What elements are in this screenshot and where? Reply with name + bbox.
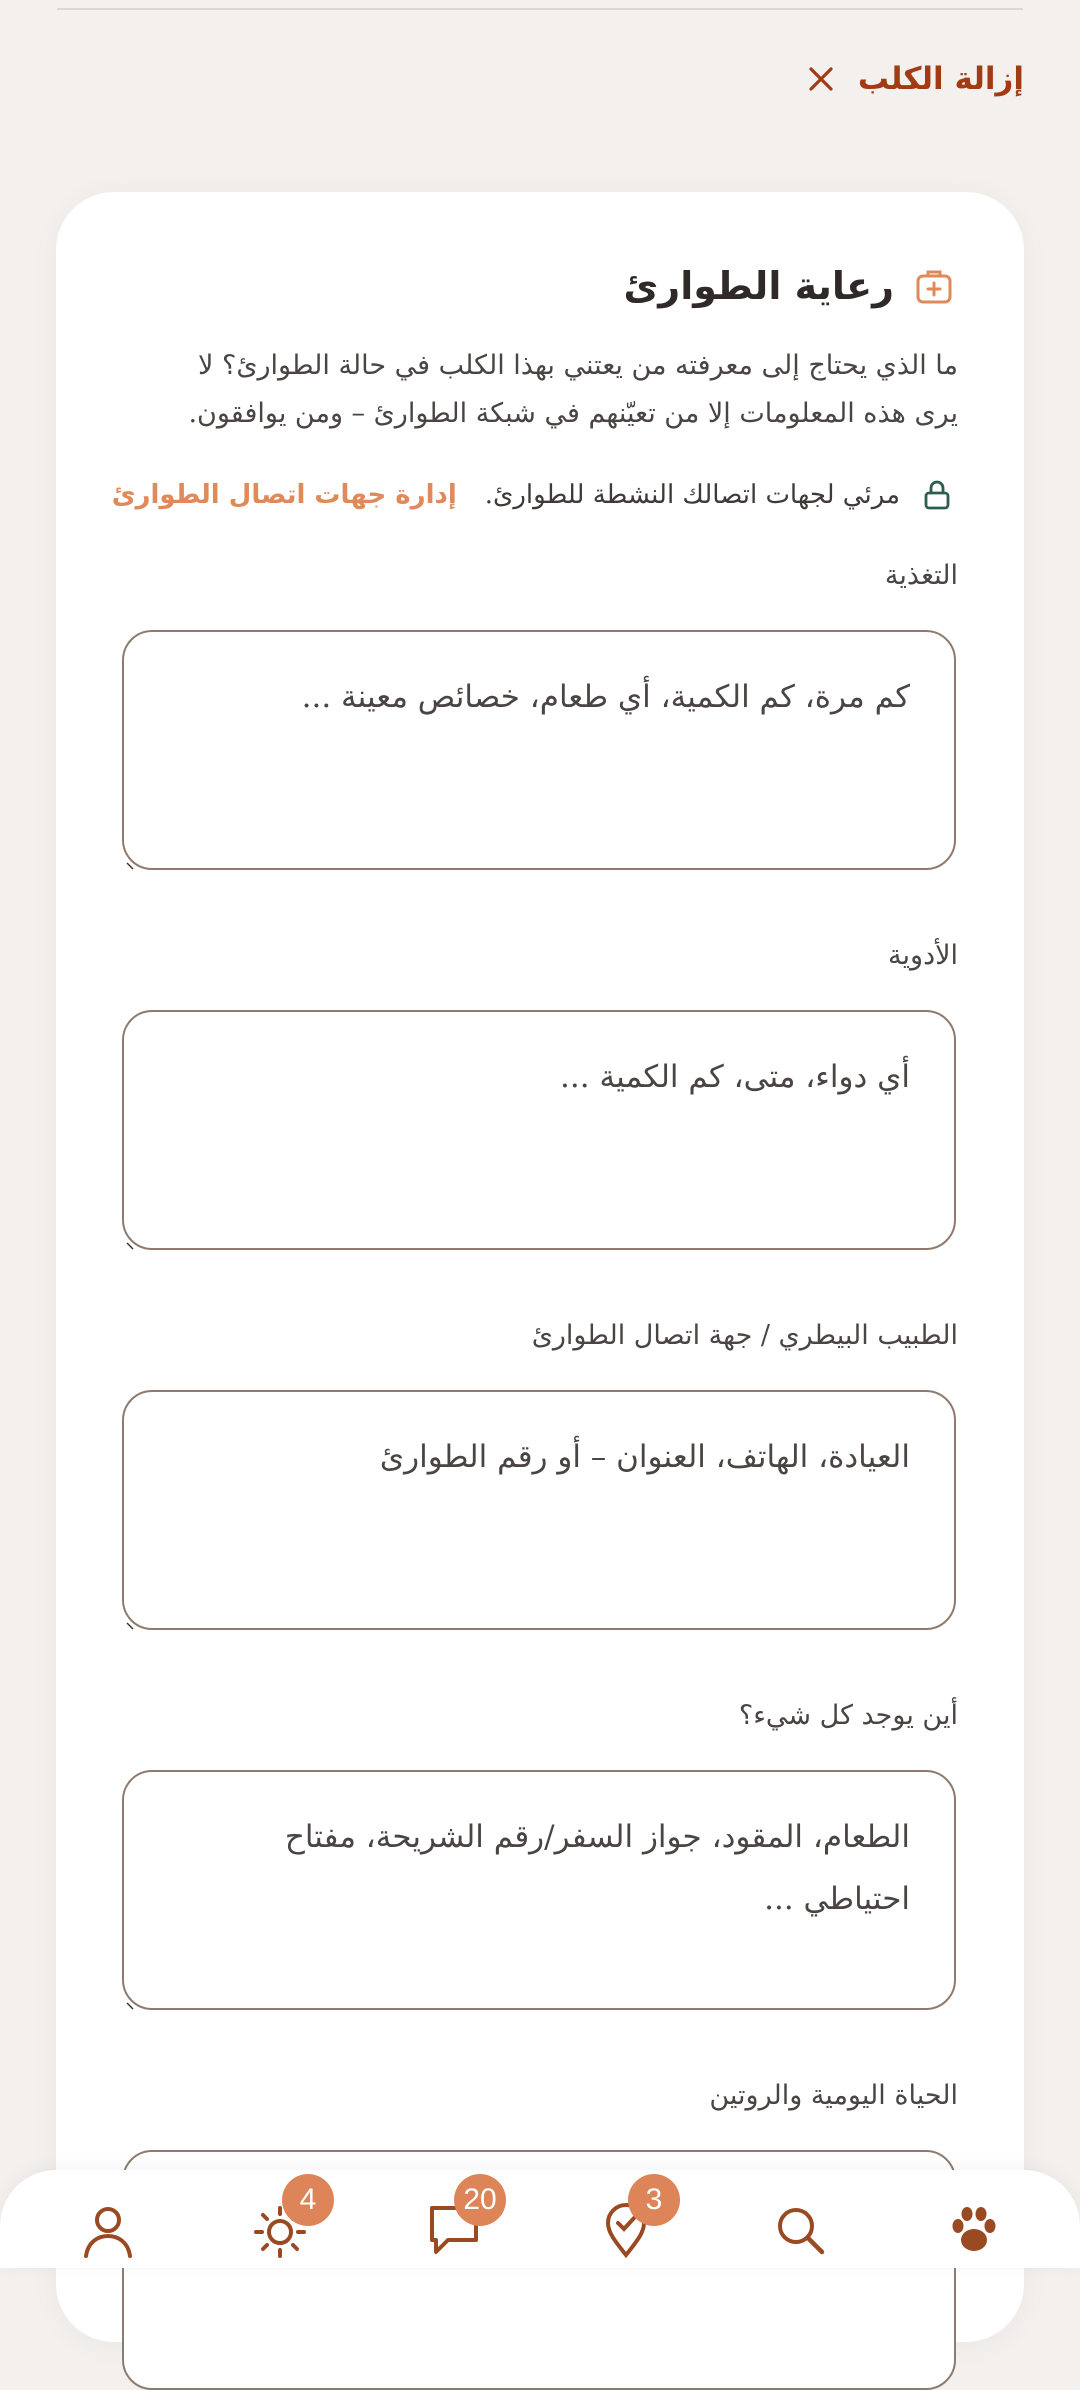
remove-dog-label: إزالة الكلب [857,61,1024,97]
nav-profile[interactable] [78,2200,138,2260]
resize-handle-icon[interactable] [126,1620,136,1630]
vet-contact-textarea[interactable] [122,1390,956,1630]
messages-badge: 20 [454,2174,506,2226]
field-label-vet: الطبيب البيطري / جهة اتصال الطوارئ [531,1320,958,1351]
resize-handle-icon[interactable] [126,860,136,870]
field-label-medications: الأدوية [888,940,958,971]
field-label-daily-routine: الحياة اليومية والروتين [709,2080,958,2111]
top-divider [57,8,1023,10]
vet-contact-placeholder: العيادة، الهاتف، العنوان – أو رقم الطوارئ [379,1439,910,1475]
medical-kit-icon [914,266,954,306]
visibility-notice [112,470,954,520]
nav-places[interactable] [596,2183,663,2260]
section-title-text: رعاية الطوارئ [623,264,894,308]
paw-icon [944,2200,1004,2260]
nav-paw[interactable] [944,2200,1004,2260]
field-label-feeding: التغذية [884,560,958,591]
nav-search[interactable] [770,2200,830,2260]
profile-icon [78,2200,138,2260]
field-label-locations: أين يوجد كل شيء؟ [738,1700,958,1731]
manage-emergency-contacts-link[interactable]: إدارة جهات اتصال الطوارئ [111,480,457,510]
search-icon [770,2200,830,2260]
nav-today[interactable] [250,2183,317,2260]
resize-handle-icon[interactable] [126,1240,136,1250]
places-badge: 3 [628,2174,680,2226]
item-locations-textarea[interactable] [122,1770,956,2010]
section-title [623,264,954,308]
nav-messages[interactable] [424,2183,497,2260]
medications-textarea[interactable] [122,1010,956,1250]
close-icon [806,64,836,94]
section-description: ما الذي يحتاج إلى معرفته من يعتني بهذا الكلب في حالة الطوارئ؟ لا يرى هذه المعلومات إلا من تعيّنهم في شبكة الطوارئ – ومن يوافقون. [188,350,958,429]
visibility-text: مرئي لجهات اتصالك النشطة للطوارئ. [484,480,900,510]
feeding-placeholder: كم مرة، كم الكمية، أي طعام، خصائص معينة ... [301,679,910,715]
bottom-navigation [0,2170,1080,2268]
remove-dog-button[interactable] [806,52,1024,106]
item-locations-placeholder: الطعام، المقود، جواز السفر/رقم الشريحة، مفتاح احتياطي ... [284,1819,910,1917]
medications-placeholder: أي دواء، متى، كم الكمية ... [560,1059,910,1095]
resize-handle-icon[interactable] [126,2000,136,2010]
emergency-care-card [56,192,1024,2342]
feeding-textarea[interactable] [122,630,956,870]
today-badge: 4 [282,2174,334,2226]
lock-icon [920,478,954,512]
